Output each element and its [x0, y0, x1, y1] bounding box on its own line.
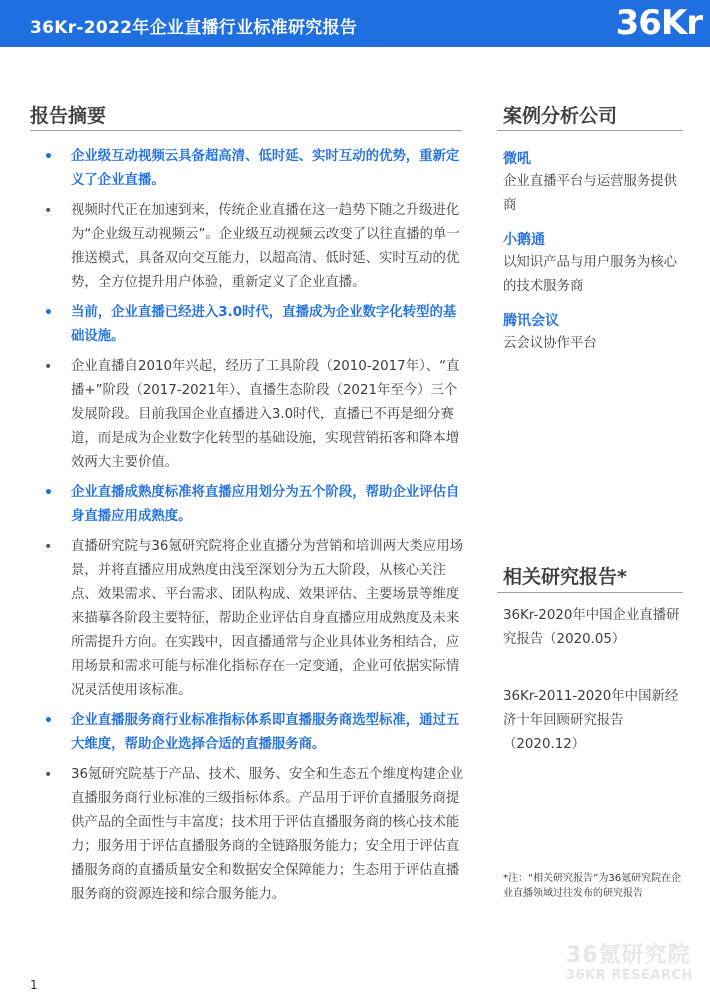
- company-desc: 云会议协作平台: [503, 336, 597, 351]
- company-name: 微吼: [503, 151, 531, 167]
- bullet-dot-icon: •: [44, 305, 53, 321]
- bullet-text: 企业直播服务商行业标准指标体系即直播服务商选型标准，通过五大维度，帮助企业选择合适的直播服务商。: [71, 713, 460, 752]
- company-desc: 以知识产品与用户服务为核心的技术服务商: [503, 255, 678, 294]
- summary-paragraph: [44, 535, 468, 703]
- header-bar: [0, 0, 710, 47]
- company-name: 腾讯会议: [503, 313, 559, 329]
- summary-divider: [30, 130, 462, 131]
- summary-paragraph: [44, 355, 468, 475]
- report-item: 36Kr-2011-2020年中国新经济十年回顾研究报告（2020.12）: [503, 689, 679, 752]
- summary-heading: 报告摘要: [30, 105, 107, 127]
- summary-highlight: [44, 145, 468, 193]
- summary-paragraph: [44, 763, 468, 907]
- bullet-dot-icon: •: [44, 359, 53, 375]
- bullet-text: 企业直播成熟度标准将直播应用划分为五个阶段，帮助企业评估自身直播应用成熟度。: [71, 485, 460, 524]
- watermark: [566, 944, 706, 984]
- summary-highlight: [44, 709, 468, 757]
- summary-highlight: [44, 301, 468, 349]
- bullet-dot-icon: •: [44, 203, 53, 219]
- bullet-text: 企业级互动视频云具备超高清、低时延、实时互动的优势，重新定义了企业直播。: [71, 149, 460, 188]
- bullet-text: 当前，企业直播已经进入3.0时代，直播成为企业数字化转型的基础设施。: [71, 305, 457, 344]
- report-title: 36Kr-2022年企业直播行业标准研究报告: [30, 18, 358, 38]
- reports-divider: [497, 592, 683, 593]
- page-number: 1: [30, 978, 38, 992]
- cases-divider: [497, 130, 683, 131]
- watermark-cn: 36氪研究院: [566, 943, 691, 968]
- bullet-dot-icon: •: [44, 713, 53, 729]
- bullet-text: 直播研究院与36氪研究院将企业直播分为营销和培训两大类应用场景，并将直播应用成熟度由浅至深划分为五大阶段，从核心关注点、效果需求、平台需求、团队构成、效果评估、主要场景等维度来描摹各阶段主要特征，帮助企业评估自身直播应用成熟度及未来所需提升方向。在实践中，因直播通常与企业具体业务相结合，应用场景和需求可能与标准化指标存在一定变通，企业可依据实际情况灵活使用该标准。: [71, 539, 463, 698]
- brand-logo: 36Kr: [615, 3, 702, 43]
- cases-heading: 案例分析公司: [503, 105, 618, 127]
- footnote: *注：“相关研究报告”为36氪研究院在企业直播领域过往发布的研究报告: [503, 873, 682, 899]
- report-item: 36Kr-2020年中国企业直播研究报告（2020.05）: [503, 608, 680, 647]
- bullet-text: 企业直播自2010年兴起，经历了工具阶段（2010-2017年）、“直播+”阶段（2017-2021年）、直播生态阶段（2021年至今）三个发展阶段。目前我国企业直播进入3.0时代，直播已不再是细分赛道，而是成为企业数字化转型的基础设施，实现营销拓客和降本增效两大主要价值。: [71, 359, 460, 470]
- company-name: 小鹅通: [503, 232, 545, 248]
- bullet-text: 视频时代正在加速到来，传统企业直播在这一趋势下随之升级进化为“企业级互动视频云”。企业级互动视频云改变了以往直播的单一推送模式，具备双向交互能力，以超高清、低时延、实时互动的优势，全方位提升用户体验，重新定义了企业直播。: [71, 203, 460, 290]
- bullet-dot-icon: •: [44, 767, 53, 783]
- reports-heading: 相关研究报告*: [503, 566, 627, 588]
- summary-list: [44, 145, 468, 913]
- summary-highlight: [44, 481, 468, 529]
- summary-paragraph: [44, 199, 468, 295]
- company-desc: 企业直播平台与运营服务提供商: [503, 174, 678, 213]
- bullet-dot-icon: •: [44, 149, 53, 165]
- bullet-dot-icon: •: [44, 485, 53, 501]
- bullet-text: 36氪研究院基于产品、技术、服务、安全和生态五个维度构建企业直播服务商行业标准的三级指标体系。产品用于评价直播服务商提供产品的全面性与丰富度；技术用于评估直播服务商的核心技术能力；服务用于评估直播服务商的全链路服务能力；安全用于评估直播服务商的直播质量安全和数据安全保障能力；生态用于评估直播服务商的资源连接和综合服务能力。: [71, 767, 463, 902]
- bullet-dot-icon: •: [44, 539, 53, 555]
- watermark-en: 36KR RESEARCH: [566, 968, 693, 983]
